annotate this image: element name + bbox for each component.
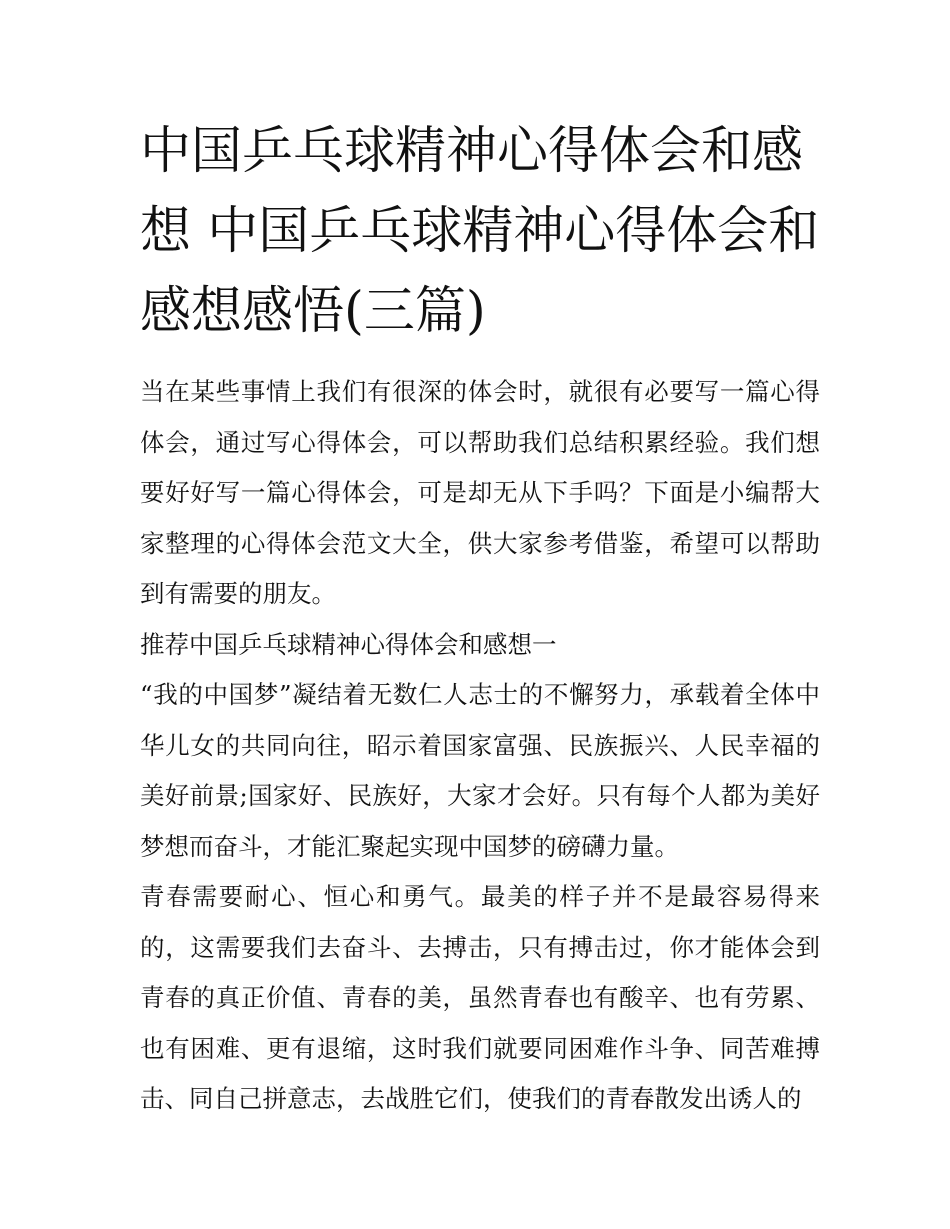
intro-paragraph: 当在某些事情上我们有很深的体会时，就很有必要写一篇心得体会，通过写心得体会，可以帮助我们总结积累经验。我们想要好好写一篇心得体会，可是却无从下手吗？下面是小编帮大家整理的心得体会范文大全，供大家参考借鉴，希望可以帮助到有需要的朋友。 [140, 377, 820, 608]
section-heading: 推荐中国乒乓球精神心得体会和感想一 [140, 629, 557, 659]
document-title: 中国乒乓球精神心得体会和感想 中国乒乓球精神心得体会和感想感悟(三篇) [140, 122, 820, 341]
body-paragraph: 青春需要耐心、恒心和勇气。最美的样子并不是最容易得来的，这需要我们去奋斗、去搏击，只有搏击过，你才能体会到青春的真正价值、青春的美，虽然青春也有酸辛、也有劳累、也有困难、更有退缩，这时我们就要同困难作斗争、同苦难搏击、同自己拼意志，去战胜它们，使我们的青春散发出诱人的 [140, 882, 820, 1113]
body-paragraph: “我的中国梦”凝结着无数仁人志士的不懈努力，承载着全体中华儿女的共同向往，昭示着国家富强、民族振兴、人民幸福的美好前景;国家好、民族好，大家才会好。只有每个人都为美好梦想而奋斗，才能汇聚起实现中国梦的磅礴力量。 [140, 680, 820, 861]
document-page [140, 112, 820, 1125]
